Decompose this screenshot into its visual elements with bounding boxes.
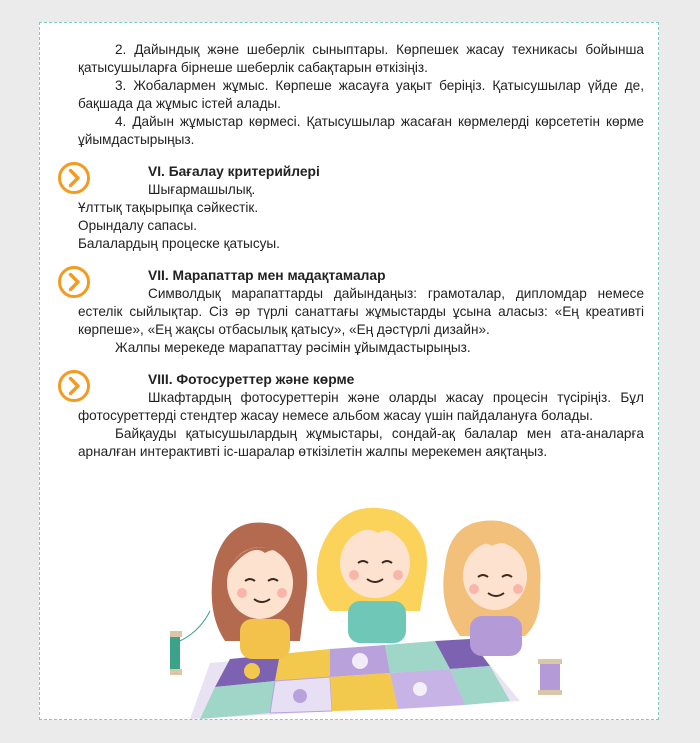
paragraph-exhibition: 4. Дайын жұмыстар көрмесі. Қатысушылар жасаған көрмелерді көрсететін көрме ұйымдастырыңыз. [78, 114, 644, 147]
paragraph-projects: 3. Жобалармен жұмыс. Көрпеше жасауға уақыт беріңіз. Қатысушылар үйде де, бақшада да жұмыс істей алады. [78, 78, 644, 111]
criteria-item: Орындалу сапасы. [78, 218, 198, 233]
document-content [78, 41, 644, 461]
chevron-right-circle-icon [57, 369, 91, 403]
girl-right [443, 521, 540, 656]
thread-spool-icon [170, 611, 210, 675]
paragraph-ceremony: Жалпы мерекеде марапаттау рәсімін ұйымдастырыңыз. [115, 340, 471, 355]
girl-middle [317, 508, 427, 643]
paragraph-masterclasses: 2. Дайындық және шеберлік сыныптары. Көрпешек жасау техникасы бойынша қатысушыларға бірнеше шеберлік сабақтарын өткізіңіз. [78, 42, 644, 75]
section-evaluation [78, 163, 644, 253]
chevron-right-circle-icon [57, 161, 91, 195]
criteria-item: Балалардың процеске қатысуы. [78, 236, 280, 251]
page [39, 22, 659, 720]
section-title: VII. Марапаттар мен мадақтамалар [148, 268, 386, 283]
thread-spool-icon [538, 659, 562, 695]
chevron-right-circle-icon [57, 265, 91, 299]
criteria-item: Ұлттық тақырыпқа сәйкестік. [78, 200, 259, 215]
section-photos [78, 371, 644, 461]
girls-quilting-illustration [170, 491, 570, 719]
criteria-item: Шығармашылық. [148, 182, 256, 197]
paragraph-photos: Шкафтардың фотосуреттерін және оларды жасау процесін түсіріңіз. Бұл фотосуреттерді стендтер жасау немесе альбом жасау үшін пайдалануға болады. [78, 390, 644, 423]
patchwork-quilt [190, 639, 520, 719]
section-awards [78, 267, 644, 357]
section-title: VIII. Фотосуреттер және көрме [148, 372, 355, 387]
section-title: VI. Бағалау критерийлері [148, 164, 320, 179]
paragraph-finale: Байқауды қатысушылардың жұмыстары, сондай-ақ балалар мен ата-аналарға арналған интерактивті іс-шаралар өткізілетін жалпы мерекемен аяқтаңыз. [78, 426, 644, 459]
girl-left [212, 523, 308, 659]
paragraph-awards: Символдық марапаттарды дайындаңыз: грамоталар, дипломдар немесе естелік сыйлықтар. Сіз әр түрлі санаттағы жұмыстарды ұсына аласыз: «Ең креативті көрпеше», «Ең жақсы отбасылық қатысу», «Ең дәстүрлі дизайн». [78, 286, 644, 337]
